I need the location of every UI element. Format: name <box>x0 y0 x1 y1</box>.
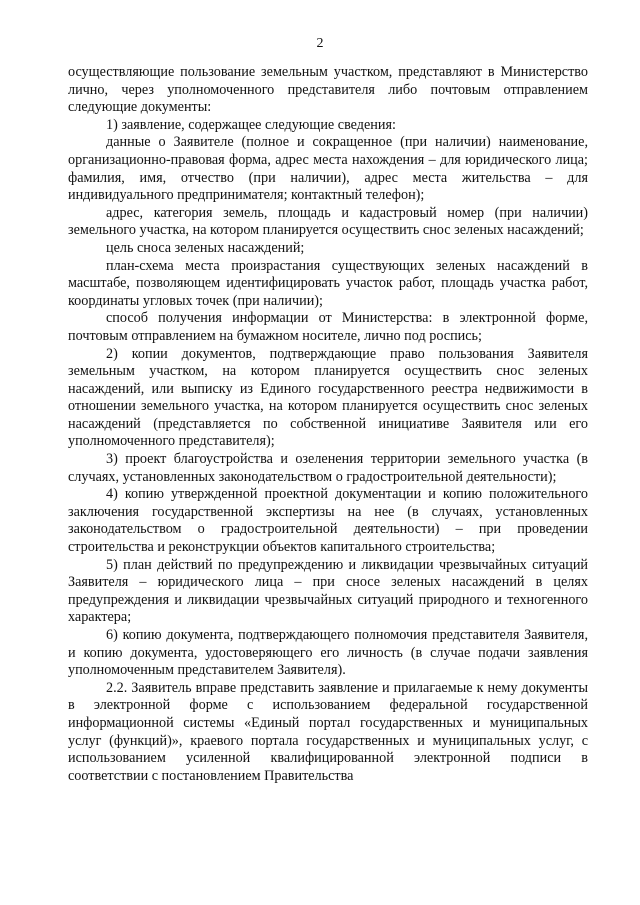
paragraph: 4) копию утвержденной проектной документации и копию положительного заключения государственной экспертизы на нее (в случаях, установленных законодательством о градостроительной деятельности) – при проведении строительства и реконструкции объектов капитального строительства; <box>68 486 588 556</box>
paragraph: 3) проект благоустройства и озеленения территории земельного участка (в случаях, установленных законодательством о градостроительной деятельности); <box>68 451 588 485</box>
paragraph: 5) план действий по предупреждению и ликвидации чрезвычайных ситуаций Заявителя – юридического лица – при сносе зеленых насаждений в целях предупреждения и ликвидации чрезвычайных ситуаций природного и техногенного характера; <box>68 556 588 626</box>
paragraph: осуществляющие пользование земельным участком, представляют в Министерство лично, через уполномоченного представителя либо почтовым отправлением следующие документы: <box>68 64 588 116</box>
paragraph: 2.2. Заявитель вправе представить заявление и прилагаемые к нему документы в электронной форме с использованием федеральной государственной информационной системы «Единый портал государственных и муниципальных услуг (функций)», краевого портала государственных и муниципальных услуг, с использованием усиленной квалифицированной электронной подписи в соответствии с постановлением Правительства <box>68 679 588 784</box>
document-body <box>68 64 588 785</box>
paragraph: цель сноса зеленых насаждений; <box>106 239 305 256</box>
paragraph: 2) копии документов, подтверждающие право пользования Заявителя земельным участком, на котором планируется осуществить снос зеленых насаждений, или выписку из Единого государственного реестра недвижимости в отношении земельного участка, на котором планируется осуществить снос зеленых насаждений (представляется по собственной инициативе Заявителя или его уполномоченного представителя); <box>68 345 588 450</box>
paragraph: адрес, категория земель, площадь и кадастровый номер (при наличии) земельного участка, на котором планируется осуществить снос зеленых насаждений; <box>68 204 588 239</box>
paragraph: 1) заявление, содержащее следующие сведения: <box>106 116 396 133</box>
paragraph: 6) копию документа, подтверждающего полномочия представителя Заявителя, и копию документа, удостоверяющего его личность (в случае подачи заявления уполномоченным представителем Заявителя). <box>68 627 588 679</box>
paragraph: план-схема места произрастания существующих зеленых насаждений в масштабе, позволяющем идентифицировать участок работ, площадь участка работ, координаты угловых точек (при наличии); <box>68 257 588 309</box>
paragraph: способ получения информации от Министерства: в электронной форме, почтовым отправлением на бумажном носителе, лично под роспись; <box>68 310 588 344</box>
paragraph: данные о Заявителе (полное и сокращенное (при наличии) наименование, организационно-правовая форма, адрес места нахождения – для юридического лица; фамилия, имя, отчество (при наличии), адрес места жительства – для индивидуального предпринимателя; контактный телефон); <box>68 134 588 204</box>
page-number: 2 <box>316 36 324 51</box>
